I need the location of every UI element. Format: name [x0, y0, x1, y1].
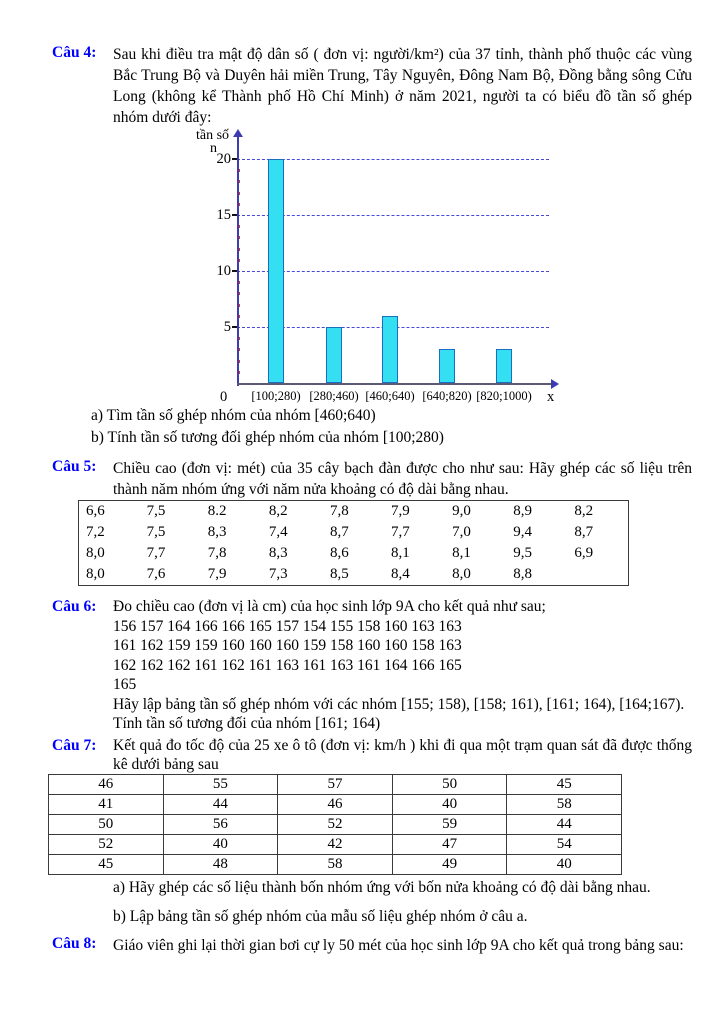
question-4-label: Câu 4:	[52, 44, 97, 61]
table-cell: 9,4	[513, 524, 533, 540]
table-cell: 8,6	[329, 545, 349, 561]
table-cell: 8,7	[574, 524, 594, 540]
question-7	[52, 736, 692, 774]
table-cell: 7,7	[146, 545, 166, 561]
chart-category-label: [100;280)	[251, 389, 301, 403]
question-6-text: Đo chiều cao (đơn vị là cm) của học sinh lớp 9A cho kết quả như sau;	[113, 598, 546, 615]
frequency-chart	[195, 128, 560, 405]
table-cell: 7,9	[391, 503, 410, 519]
table-cell: 45	[49, 854, 164, 874]
table-cell: 7,0	[452, 524, 471, 540]
table-cell: 8,0	[86, 545, 105, 561]
question-4-part-b: b) Tính tần số tương đối ghép nhóm của nhóm [100;280)	[91, 429, 444, 446]
chart-category-label: [820;1000)	[476, 389, 532, 403]
document-content	[52, 44, 692, 956]
chart-bar	[439, 349, 455, 383]
question-5-text: Chiều cao (đơn vị: mét) của 35 cây bạch đàn được cho như sau: Hãy ghép các số liệu trên thành năm nhóm ứng với năm nửa khoảng có độ dài bằng nhau.	[113, 460, 692, 498]
question-6-body	[113, 597, 692, 734]
table-row	[79, 501, 629, 523]
table-cell: 8,7	[329, 524, 349, 540]
table-cell: 8,1	[452, 545, 471, 561]
table-cell: 7,8	[207, 545, 227, 561]
question-5	[52, 458, 692, 500]
table-cell: 47	[392, 834, 507, 854]
chart-origin-label: 0	[220, 389, 228, 405]
table-cell: 45	[507, 774, 622, 794]
table-cell: 8,3	[268, 545, 288, 561]
question-6-data-line: 156 157 164 166 166 165 157 154 155 158 160 163 163	[113, 617, 462, 635]
question-8-text: Giáo viên ghi lại thời gian bơi cự ly 50 mét của học sinh lớp 9A cho kết quả trong bảng sau:	[113, 936, 684, 954]
question-6-data-line: 162 162 162 161 162 161 163 161 163 161 164 166 165	[113, 656, 462, 674]
question-6	[52, 597, 692, 734]
table-cell: 46	[278, 794, 393, 814]
chart-bar	[326, 327, 342, 383]
table-cell: 8,0	[452, 566, 471, 582]
table-cell: 44	[163, 794, 278, 814]
y-axis	[237, 136, 239, 386]
table-cell: 7,2	[86, 524, 105, 540]
chart-bar	[268, 159, 284, 383]
table-cell: 8,0	[86, 566, 105, 582]
table-cell: 59	[392, 814, 507, 834]
table-cell: 8,2	[574, 503, 594, 519]
table-cell: 58	[507, 794, 622, 814]
table-cell: 50	[392, 774, 507, 794]
table-cell: 9,5	[513, 545, 533, 561]
table-cell: 54	[507, 834, 622, 854]
table-cell: 52	[49, 834, 164, 854]
chart-bar	[496, 349, 512, 383]
table-cell: 40	[507, 854, 622, 874]
table-cell: 41	[49, 794, 164, 814]
table-cell: 8,2	[268, 503, 288, 519]
question-7-label: Câu 7:	[52, 736, 97, 754]
table-cell: 8,8	[513, 566, 533, 582]
table-row	[49, 774, 622, 794]
question-6-note2: Tính tần số tương đối của nhóm [161; 164)	[113, 715, 381, 732]
chart-category-label: [280;460)	[309, 389, 359, 403]
chart-x-axis-letter: x	[547, 389, 555, 405]
table-row	[79, 522, 629, 543]
table-cell: 50	[49, 814, 164, 834]
question-4-part-a: a) Tìm tần số ghép nhóm của nhóm [460;640)	[91, 407, 376, 424]
table-cell: 42	[278, 834, 393, 854]
table-cell: 7,5	[146, 524, 166, 540]
chart-y-axis-title: tần số	[196, 128, 230, 143]
tree-height-table	[78, 500, 629, 586]
table-cell: 57	[278, 774, 393, 794]
table-cell: 7,7	[391, 524, 410, 540]
table-cell: 8,5	[329, 566, 349, 582]
chart-ytick-label: 5	[223, 319, 231, 335]
question-4-text: Sau khi điều tra mật độ dân số ( đơn vị: người/km²) của 37 tỉnh, thành phố thuộc các vùng Bắc Trung Bộ và Duyên hải miền Trung, Tây Nguyên, Đông Nam Bộ, Đồng bằng sông Cửu Long (không kể Thành phố Hồ Chí Minh) ở năm 2021, người ta có biểu đồ tần số ghép nhóm dưới đây:	[113, 46, 692, 126]
question-5-label: Câu 5:	[52, 458, 97, 475]
question-6-data-line: 165	[113, 676, 137, 693]
table-row	[79, 543, 629, 564]
table-cell: 55	[163, 774, 278, 794]
table-cell: 8,4	[391, 566, 410, 582]
table-cell: 44	[507, 814, 622, 834]
table-cell: 8.2	[207, 503, 227, 519]
table-cell: 8,1	[391, 545, 410, 561]
chart-bar	[382, 316, 398, 383]
table-cell: 46	[49, 774, 164, 794]
question-8-label: Câu 8:	[52, 934, 97, 952]
x-axis-arrow-icon	[551, 379, 559, 389]
x-axis	[237, 383, 553, 385]
chart-area	[52, 128, 692, 405]
question-7-part-a: a) Hãy ghép các số liệu thành bốn nhóm ứng với bốn nửa khoảng có độ dài bằng nhau.	[113, 878, 651, 896]
table-cell: 58	[278, 854, 393, 874]
speed-table	[48, 774, 622, 875]
table-cell: 8,3	[207, 524, 227, 540]
table-cell: 49	[392, 854, 507, 874]
chart-ytick-label: 15	[216, 207, 231, 223]
table-row	[49, 794, 622, 814]
table-row	[49, 834, 622, 854]
table-row	[49, 814, 622, 834]
chart-y-axis-letter: n	[210, 141, 217, 156]
question-6-label: Câu 6:	[52, 598, 97, 615]
table-cell: 56	[163, 814, 278, 834]
table-cell: 9,0	[452, 503, 471, 519]
question-6-note1: Hãy lập bảng tần số ghép nhóm với các nhóm [155; 158), [158; 161), [161; 164), [164;167).	[113, 695, 685, 713]
table-cell: 7,9	[207, 566, 227, 582]
table-cell: 6,6	[86, 503, 105, 519]
table-row	[49, 854, 622, 874]
table-cell: 7,8	[329, 503, 349, 519]
chart-ytick-label: 20	[216, 151, 231, 167]
question-4	[52, 44, 692, 128]
table-row	[79, 564, 629, 586]
table-cell: 40	[392, 794, 507, 814]
question-8	[52, 935, 692, 956]
table-cell: 6,9	[574, 545, 594, 561]
chart-ytick-label: 10	[216, 263, 231, 279]
table-cell: 40	[163, 834, 278, 854]
y-axis-arrow-icon	[233, 129, 243, 137]
question-7-part-b: b) Lập bảng tần số ghép nhóm của mẫu số liệu ghép nhóm ở câu a.	[113, 907, 528, 925]
table-cell: 48	[163, 854, 278, 874]
table-cell: 7,5	[146, 503, 166, 519]
chart-category-label: [460;640)	[365, 389, 415, 403]
table-cell: 7,3	[268, 566, 288, 582]
table-cell	[567, 564, 628, 586]
chart-category-label: [640;820)	[422, 389, 472, 403]
question-6-data-line: 161 162 159 159 160 160 160 159 158 160 160 158 163	[113, 637, 462, 654]
table-cell: 7,6	[146, 566, 166, 582]
table-cell: 7,4	[268, 524, 288, 540]
table-cell: 52	[278, 814, 393, 834]
table-cell: 8,9	[513, 503, 533, 519]
question-7-text: Kết quả đo tốc độ của 25 xe ô tô (đơn vị: km/h ) khi đi qua một trạm quan sát đã được thống kê dưới bảng sau	[113, 736, 692, 773]
